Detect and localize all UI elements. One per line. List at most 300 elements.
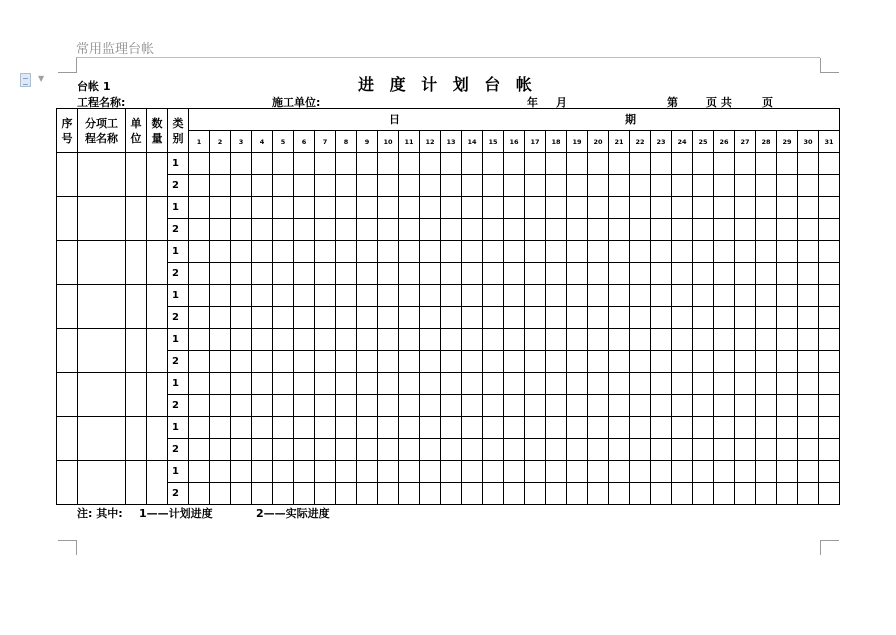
quantity-cell[interactable]	[147, 461, 168, 505]
day-cell[interactable]	[252, 329, 273, 351]
day-cell[interactable]	[336, 197, 357, 219]
day-cell[interactable]	[210, 175, 231, 197]
day-cell[interactable]	[315, 241, 336, 263]
day-cell[interactable]	[777, 373, 798, 395]
day-cell[interactable]	[336, 395, 357, 417]
day-cell[interactable]	[462, 417, 483, 439]
day-cell[interactable]	[567, 263, 588, 285]
day-cell[interactable]	[189, 461, 210, 483]
day-cell[interactable]	[378, 175, 399, 197]
day-cell[interactable]	[798, 285, 819, 307]
day-cell[interactable]	[630, 373, 651, 395]
day-cell[interactable]	[756, 263, 777, 285]
day-cell[interactable]	[231, 285, 252, 307]
quantity-cell[interactable]	[147, 417, 168, 461]
day-cell[interactable]	[210, 241, 231, 263]
day-cell[interactable]	[441, 197, 462, 219]
day-cell[interactable]	[420, 197, 441, 219]
day-cell[interactable]	[798, 263, 819, 285]
day-cell[interactable]	[273, 197, 294, 219]
document-icon[interactable]	[20, 73, 31, 87]
day-cell[interactable]	[651, 483, 672, 505]
day-cell[interactable]	[609, 373, 630, 395]
day-cell[interactable]	[231, 395, 252, 417]
day-cell[interactable]	[294, 373, 315, 395]
day-cell[interactable]	[483, 241, 504, 263]
day-cell[interactable]	[735, 417, 756, 439]
day-cell[interactable]	[735, 351, 756, 373]
day-cell[interactable]	[546, 219, 567, 241]
day-cell[interactable]	[315, 483, 336, 505]
day-cell[interactable]	[336, 351, 357, 373]
day-cell[interactable]	[756, 329, 777, 351]
day-cell[interactable]	[588, 263, 609, 285]
day-cell[interactable]	[252, 307, 273, 329]
day-cell[interactable]	[210, 197, 231, 219]
day-cell[interactable]	[357, 329, 378, 351]
day-cell[interactable]	[294, 439, 315, 461]
day-cell[interactable]	[819, 241, 840, 263]
day-cell[interactable]	[420, 153, 441, 175]
day-cell[interactable]	[231, 241, 252, 263]
day-cell[interactable]	[819, 197, 840, 219]
day-cell[interactable]	[672, 373, 693, 395]
day-cell[interactable]	[504, 351, 525, 373]
day-cell[interactable]	[441, 241, 462, 263]
day-cell[interactable]	[399, 329, 420, 351]
day-cell[interactable]	[252, 219, 273, 241]
day-cell[interactable]	[756, 373, 777, 395]
day-cell[interactable]	[210, 461, 231, 483]
day-cell[interactable]	[819, 483, 840, 505]
day-cell[interactable]	[378, 285, 399, 307]
day-cell[interactable]	[504, 461, 525, 483]
day-cell[interactable]	[399, 219, 420, 241]
day-cell[interactable]	[252, 395, 273, 417]
day-cell[interactable]	[714, 373, 735, 395]
day-cell[interactable]	[546, 175, 567, 197]
day-cell[interactable]	[588, 307, 609, 329]
day-cell[interactable]	[378, 329, 399, 351]
day-cell[interactable]	[441, 307, 462, 329]
day-cell[interactable]	[231, 263, 252, 285]
day-cell[interactable]	[714, 307, 735, 329]
day-cell[interactable]	[525, 351, 546, 373]
day-cell[interactable]	[609, 197, 630, 219]
day-cell[interactable]	[714, 175, 735, 197]
day-cell[interactable]	[672, 461, 693, 483]
day-cell[interactable]	[336, 461, 357, 483]
day-cell[interactable]	[756, 219, 777, 241]
day-cell[interactable]	[777, 175, 798, 197]
day-cell[interactable]	[399, 175, 420, 197]
day-cell[interactable]	[672, 175, 693, 197]
day-cell[interactable]	[231, 197, 252, 219]
day-cell[interactable]	[504, 219, 525, 241]
day-cell[interactable]	[420, 351, 441, 373]
day-cell[interactable]	[651, 263, 672, 285]
day-cell[interactable]	[735, 483, 756, 505]
day-cell[interactable]	[315, 417, 336, 439]
day-cell[interactable]	[630, 219, 651, 241]
day-cell[interactable]	[651, 351, 672, 373]
day-cell[interactable]	[483, 175, 504, 197]
day-cell[interactable]	[588, 483, 609, 505]
day-cell[interactable]	[735, 241, 756, 263]
day-cell[interactable]	[546, 285, 567, 307]
day-cell[interactable]	[336, 263, 357, 285]
item-name-cell[interactable]	[78, 461, 126, 505]
day-cell[interactable]	[420, 285, 441, 307]
day-cell[interactable]	[693, 483, 714, 505]
unit-cell[interactable]	[126, 153, 147, 197]
day-cell[interactable]	[252, 263, 273, 285]
day-cell[interactable]	[588, 197, 609, 219]
day-cell[interactable]	[441, 439, 462, 461]
day-cell[interactable]	[378, 483, 399, 505]
day-cell[interactable]	[231, 219, 252, 241]
day-cell[interactable]	[693, 153, 714, 175]
seq-cell[interactable]	[57, 153, 78, 197]
quantity-cell[interactable]	[147, 373, 168, 417]
day-cell[interactable]	[651, 219, 672, 241]
day-cell[interactable]	[714, 417, 735, 439]
day-cell[interactable]	[357, 351, 378, 373]
day-cell[interactable]	[210, 351, 231, 373]
day-cell[interactable]	[420, 483, 441, 505]
day-cell[interactable]	[462, 197, 483, 219]
day-cell[interactable]	[714, 395, 735, 417]
day-cell[interactable]	[252, 241, 273, 263]
day-cell[interactable]	[756, 417, 777, 439]
day-cell[interactable]	[483, 307, 504, 329]
day-cell[interactable]	[693, 263, 714, 285]
day-cell[interactable]	[756, 483, 777, 505]
day-cell[interactable]	[420, 395, 441, 417]
day-cell[interactable]	[630, 175, 651, 197]
day-cell[interactable]	[189, 241, 210, 263]
day-cell[interactable]	[693, 373, 714, 395]
day-cell[interactable]	[672, 483, 693, 505]
day-cell[interactable]	[441, 263, 462, 285]
day-cell[interactable]	[756, 197, 777, 219]
day-cell[interactable]	[525, 307, 546, 329]
day-cell[interactable]	[483, 197, 504, 219]
day-cell[interactable]	[504, 417, 525, 439]
day-cell[interactable]	[735, 175, 756, 197]
day-cell[interactable]	[378, 351, 399, 373]
day-cell[interactable]	[693, 395, 714, 417]
day-cell[interactable]	[798, 461, 819, 483]
day-cell[interactable]	[504, 175, 525, 197]
day-cell[interactable]	[546, 483, 567, 505]
day-cell[interactable]	[798, 153, 819, 175]
day-cell[interactable]	[189, 351, 210, 373]
day-cell[interactable]	[294, 153, 315, 175]
day-cell[interactable]	[588, 219, 609, 241]
day-cell[interactable]	[567, 197, 588, 219]
item-name-cell[interactable]	[78, 417, 126, 461]
quantity-cell[interactable]	[147, 329, 168, 373]
day-cell[interactable]	[609, 285, 630, 307]
day-cell[interactable]	[315, 285, 336, 307]
day-cell[interactable]	[441, 483, 462, 505]
day-cell[interactable]	[399, 285, 420, 307]
day-cell[interactable]	[588, 241, 609, 263]
day-cell[interactable]	[714, 197, 735, 219]
day-cell[interactable]	[315, 329, 336, 351]
day-cell[interactable]	[630, 153, 651, 175]
day-cell[interactable]	[504, 285, 525, 307]
day-cell[interactable]	[252, 351, 273, 373]
day-cell[interactable]	[819, 461, 840, 483]
day-cell[interactable]	[399, 439, 420, 461]
day-cell[interactable]	[672, 351, 693, 373]
day-cell[interactable]	[609, 263, 630, 285]
day-cell[interactable]	[462, 285, 483, 307]
day-cell[interactable]	[252, 153, 273, 175]
day-cell[interactable]	[273, 307, 294, 329]
day-cell[interactable]	[777, 395, 798, 417]
day-cell[interactable]	[210, 285, 231, 307]
day-cell[interactable]	[630, 285, 651, 307]
day-cell[interactable]	[693, 461, 714, 483]
day-cell[interactable]	[357, 241, 378, 263]
day-cell[interactable]	[189, 329, 210, 351]
day-cell[interactable]	[588, 461, 609, 483]
day-cell[interactable]	[357, 285, 378, 307]
day-cell[interactable]	[378, 307, 399, 329]
day-cell[interactable]	[567, 241, 588, 263]
day-cell[interactable]	[252, 461, 273, 483]
day-cell[interactable]	[462, 329, 483, 351]
day-cell[interactable]	[336, 175, 357, 197]
day-cell[interactable]	[399, 197, 420, 219]
day-cell[interactable]	[777, 197, 798, 219]
day-cell[interactable]	[651, 417, 672, 439]
day-cell[interactable]	[546, 461, 567, 483]
day-cell[interactable]	[672, 153, 693, 175]
day-cell[interactable]	[210, 373, 231, 395]
day-cell[interactable]	[546, 263, 567, 285]
day-cell[interactable]	[399, 483, 420, 505]
day-cell[interactable]	[651, 197, 672, 219]
day-cell[interactable]	[399, 417, 420, 439]
day-cell[interactable]	[756, 241, 777, 263]
day-cell[interactable]	[693, 307, 714, 329]
day-cell[interactable]	[357, 219, 378, 241]
day-cell[interactable]	[525, 373, 546, 395]
day-cell[interactable]	[714, 351, 735, 373]
day-cell[interactable]	[735, 395, 756, 417]
day-cell[interactable]	[819, 417, 840, 439]
seq-cell[interactable]	[57, 417, 78, 461]
day-cell[interactable]	[315, 153, 336, 175]
day-cell[interactable]	[777, 329, 798, 351]
day-cell[interactable]	[588, 417, 609, 439]
day-cell[interactable]	[336, 307, 357, 329]
day-cell[interactable]	[567, 285, 588, 307]
day-cell[interactable]	[420, 241, 441, 263]
day-cell[interactable]	[798, 439, 819, 461]
day-cell[interactable]	[378, 219, 399, 241]
day-cell[interactable]	[714, 483, 735, 505]
day-cell[interactable]	[588, 351, 609, 373]
day-cell[interactable]	[672, 197, 693, 219]
day-cell[interactable]	[273, 329, 294, 351]
day-cell[interactable]	[273, 263, 294, 285]
day-cell[interactable]	[336, 439, 357, 461]
day-cell[interactable]	[588, 439, 609, 461]
day-cell[interactable]	[567, 153, 588, 175]
day-cell[interactable]	[378, 153, 399, 175]
day-cell[interactable]	[378, 373, 399, 395]
day-cell[interactable]	[357, 483, 378, 505]
day-cell[interactable]	[609, 351, 630, 373]
day-cell[interactable]	[525, 197, 546, 219]
day-cell[interactable]	[336, 329, 357, 351]
day-cell[interactable]	[525, 417, 546, 439]
day-cell[interactable]	[630, 307, 651, 329]
day-cell[interactable]	[714, 461, 735, 483]
seq-cell[interactable]	[57, 285, 78, 329]
day-cell[interactable]	[735, 197, 756, 219]
day-cell[interactable]	[273, 175, 294, 197]
day-cell[interactable]	[378, 461, 399, 483]
day-cell[interactable]	[756, 461, 777, 483]
day-cell[interactable]	[189, 175, 210, 197]
day-cell[interactable]	[546, 153, 567, 175]
day-cell[interactable]	[798, 241, 819, 263]
day-cell[interactable]	[798, 395, 819, 417]
day-cell[interactable]	[735, 219, 756, 241]
day-cell[interactable]	[231, 417, 252, 439]
day-cell[interactable]	[231, 329, 252, 351]
day-cell[interactable]	[399, 241, 420, 263]
day-cell[interactable]	[798, 373, 819, 395]
unit-cell[interactable]	[126, 197, 147, 241]
day-cell[interactable]	[315, 175, 336, 197]
day-cell[interactable]	[462, 461, 483, 483]
day-cell[interactable]	[210, 417, 231, 439]
day-cell[interactable]	[525, 263, 546, 285]
day-cell[interactable]	[735, 329, 756, 351]
day-cell[interactable]	[210, 153, 231, 175]
day-cell[interactable]	[672, 307, 693, 329]
quantity-cell[interactable]	[147, 197, 168, 241]
day-cell[interactable]	[693, 285, 714, 307]
day-cell[interactable]	[693, 241, 714, 263]
day-cell[interactable]	[483, 395, 504, 417]
day-cell[interactable]	[693, 219, 714, 241]
day-cell[interactable]	[735, 373, 756, 395]
day-cell[interactable]	[504, 197, 525, 219]
day-cell[interactable]	[567, 439, 588, 461]
day-cell[interactable]	[567, 417, 588, 439]
day-cell[interactable]	[693, 329, 714, 351]
day-cell[interactable]	[189, 483, 210, 505]
day-cell[interactable]	[336, 417, 357, 439]
day-cell[interactable]	[252, 175, 273, 197]
day-cell[interactable]	[294, 351, 315, 373]
unit-cell[interactable]	[126, 417, 147, 461]
day-cell[interactable]	[336, 373, 357, 395]
day-cell[interactable]	[483, 263, 504, 285]
day-cell[interactable]	[651, 241, 672, 263]
day-cell[interactable]	[714, 219, 735, 241]
day-cell[interactable]	[735, 285, 756, 307]
day-cell[interactable]	[294, 395, 315, 417]
day-cell[interactable]	[441, 351, 462, 373]
day-cell[interactable]	[315, 307, 336, 329]
day-cell[interactable]	[252, 483, 273, 505]
day-cell[interactable]	[231, 175, 252, 197]
day-cell[interactable]	[483, 417, 504, 439]
day-cell[interactable]	[672, 395, 693, 417]
day-cell[interactable]	[630, 329, 651, 351]
day-cell[interactable]	[462, 395, 483, 417]
day-cell[interactable]	[357, 417, 378, 439]
day-cell[interactable]	[441, 373, 462, 395]
day-cell[interactable]	[504, 307, 525, 329]
day-cell[interactable]	[651, 373, 672, 395]
day-cell[interactable]	[777, 285, 798, 307]
day-cell[interactable]	[504, 439, 525, 461]
day-cell[interactable]	[420, 461, 441, 483]
day-cell[interactable]	[630, 417, 651, 439]
day-cell[interactable]	[210, 219, 231, 241]
day-cell[interactable]	[735, 307, 756, 329]
day-cell[interactable]	[525, 153, 546, 175]
day-cell[interactable]	[693, 197, 714, 219]
item-name-cell[interactable]	[78, 197, 126, 241]
day-cell[interactable]	[378, 439, 399, 461]
day-cell[interactable]	[693, 351, 714, 373]
day-cell[interactable]	[546, 241, 567, 263]
day-cell[interactable]	[588, 153, 609, 175]
day-cell[interactable]	[357, 197, 378, 219]
day-cell[interactable]	[525, 395, 546, 417]
day-cell[interactable]	[462, 241, 483, 263]
day-cell[interactable]	[273, 219, 294, 241]
day-cell[interactable]	[777, 241, 798, 263]
day-cell[interactable]	[525, 483, 546, 505]
day-cell[interactable]	[231, 351, 252, 373]
day-cell[interactable]	[756, 153, 777, 175]
day-cell[interactable]	[273, 285, 294, 307]
day-cell[interactable]	[546, 373, 567, 395]
day-cell[interactable]	[273, 395, 294, 417]
day-cell[interactable]	[714, 439, 735, 461]
day-cell[interactable]	[210, 395, 231, 417]
day-cell[interactable]	[357, 395, 378, 417]
day-cell[interactable]	[336, 483, 357, 505]
day-cell[interactable]	[651, 175, 672, 197]
day-cell[interactable]	[756, 307, 777, 329]
day-cell[interactable]	[273, 461, 294, 483]
day-cell[interactable]	[462, 219, 483, 241]
day-cell[interactable]	[756, 285, 777, 307]
day-cell[interactable]	[483, 285, 504, 307]
unit-cell[interactable]	[126, 329, 147, 373]
day-cell[interactable]	[819, 329, 840, 351]
day-cell[interactable]	[378, 263, 399, 285]
day-cell[interactable]	[819, 153, 840, 175]
day-cell[interactable]	[672, 285, 693, 307]
day-cell[interactable]	[420, 175, 441, 197]
day-cell[interactable]	[777, 263, 798, 285]
day-cell[interactable]	[378, 395, 399, 417]
